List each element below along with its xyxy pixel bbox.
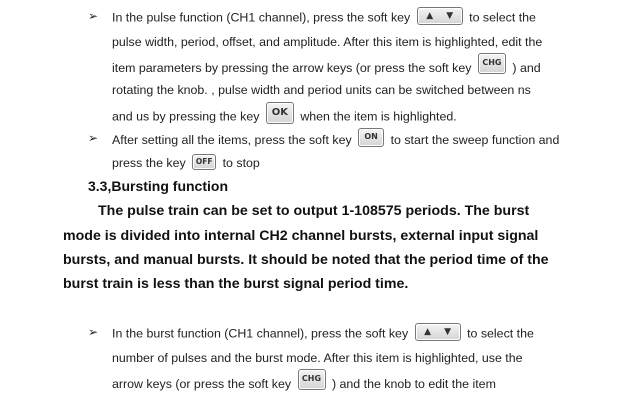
chg-key-button: CHG [298, 369, 326, 390]
paragraph-line: burst train is less than the burst signal period time. [63, 276, 409, 292]
paragraph-line: bursts, and manual bursts. It should be noted that the period time of the [63, 252, 549, 268]
text-span: item parameters by pressing the arrow keys (or press the soft key [112, 60, 472, 75]
text-span: In the burst function (CH1 channel), press the soft key [112, 326, 409, 341]
arrow-keys-button [415, 323, 461, 341]
arrow-keys-button [417, 7, 463, 25]
on-key-button: ON [358, 128, 384, 147]
ok-key-button: OK [266, 102, 294, 124]
bullet-marker: ➢ [88, 9, 99, 23]
off-key-button: OFF [192, 154, 216, 170]
text-line [112, 58, 541, 79]
text-span: to select the [467, 326, 534, 341]
arrow-up-icon: ▲ [426, 11, 434, 21]
paragraph-line: mode is divided into internal CH2 channel bursts, external input signal [63, 228, 539, 244]
text-span: press the key [112, 156, 186, 170]
text-span: to select the [469, 10, 536, 25]
arrow-down-icon: ▼ [444, 327, 452, 337]
text-line: number of pulses and the burst mode. After this item is highlighted, use the [112, 351, 523, 365]
text-line [112, 155, 260, 172]
paragraph-line: The pulse train can be set to output 1-108575 periods. The burst [98, 203, 530, 219]
text-span: ) and [512, 60, 541, 75]
text-line [112, 9, 536, 27]
text-span: and us by pressing the key [112, 109, 260, 124]
text-line: pulse width, period, offset, and amplitude. After this item is highlighted, edit the [112, 35, 543, 49]
text-span: ) and the knob to edit the item [331, 376, 496, 391]
text-span: In the pulse function (CH1 channel), press the soft key [112, 10, 411, 25]
text-span: After setting all the items, press the soft key [112, 132, 352, 147]
chg-key-button: CHG [478, 53, 506, 74]
text-line [112, 374, 496, 395]
bullet-marker: ➢ [88, 131, 99, 145]
text-span: arrow keys (or press the soft key [112, 376, 292, 391]
text-span: to start the sweep function and [390, 132, 560, 147]
arrow-up-icon: ▲ [424, 327, 432, 337]
text-line [112, 106, 457, 128]
bullet-marker: ➢ [88, 325, 99, 339]
arrow-down-icon: ▼ [446, 11, 454, 21]
text-span: to stop [222, 156, 260, 170]
text-line: rotating the knob. , pulse width and period units can be switched between ns [112, 83, 531, 97]
text-span: when the item is highlighted. [300, 109, 457, 124]
text-line [112, 131, 559, 150]
text-line [112, 325, 534, 343]
section-heading: 3.3,Bursting function [88, 178, 228, 194]
